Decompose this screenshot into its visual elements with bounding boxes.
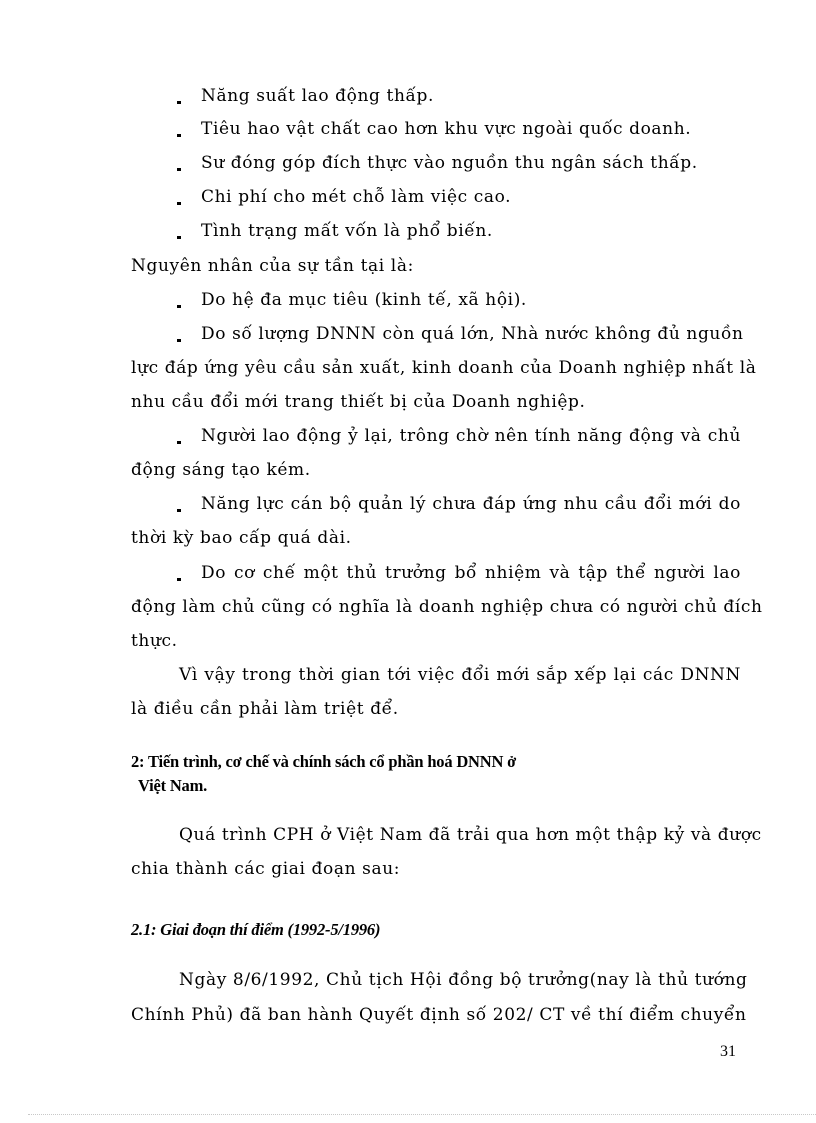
paragraph-line: Nguyên nhân của sự tần tại là: — [131, 256, 414, 276]
paragraph-line: Chính Phủ) đã ban hành Quyết định số 202/ CT về thí điểm chuyển — [131, 1005, 747, 1025]
section-heading-continuation: Việt Nam. — [138, 776, 208, 795]
bullet-item: Năng suất lao động thấp. — [179, 85, 741, 107]
bullet-item: Do số lượng DNNN còn quá lớn, Nhà nước không đủ nguồn — [179, 323, 741, 345]
paragraph-line: thực. — [131, 631, 178, 651]
paragraph-line: động làm chủ cũng có nghĩa là doanh nghiệp chưa có người chủ đích — [131, 597, 763, 617]
bullet-item: Tình trạng mất vốn là phổ biến. — [179, 220, 741, 242]
paragraph-line: chia thành các giai đoạn sau: — [131, 859, 401, 879]
paragraph-line: nhu cầu đổi mới trang thiết bị của Doanh nghiệp. — [131, 392, 586, 412]
bullet-item: Sư đóng góp đích thực vào nguồn thu ngân sách thấp. — [179, 152, 741, 174]
paragraph-line: Quá trình CPH ở Việt Nam đã trải qua hơn một thập kỷ và được — [179, 825, 762, 845]
paragraph-line: Vì vậy trong thời gian tới việc đổi mới sắp xếp lại các DNNN — [179, 665, 741, 685]
page-bottom-divider — [28, 1114, 816, 1115]
paragraph-line: là điều cần phải làm triệt để. — [131, 699, 399, 719]
paragraph-line: lực đáp ứng yêu cầu sản xuất, kinh doanh của Doanh nghiệp nhất là — [131, 358, 757, 378]
bullet-item: Do cơ chế một thủ trưởng bổ nhiệm và tập thể người lao — [179, 562, 741, 584]
subsection-heading: 2.1: Giai đoạn thí điểm (1992-5/1996) — [131, 920, 381, 939]
section-heading: 2: Tiến trình, cơ chế và chính sách cổ phần hoá DNNN ở — [131, 752, 517, 771]
paragraph-line: Ngày 8/6/1992, Chủ tịch Hội đồng bộ trưởng(nay là thủ tướng — [179, 970, 748, 990]
bullet-item: Năng lực cán bộ quản lý chưa đáp ứng nhu cầu đổi mới do — [179, 493, 741, 515]
bullet-item: Người lao động ỷ lại, trông chờ nên tính năng động và chủ — [179, 425, 741, 447]
bullet-item: Tiêu hao vật chất cao hơn khu vực ngoài quốc doanh. — [179, 118, 741, 140]
page-number: 31 — [720, 1043, 736, 1060]
bullet-item: Chi phí cho mét chỗ làm việc cao. — [179, 186, 741, 208]
paragraph-line: thời kỳ bao cấp quá dài. — [131, 528, 352, 548]
bullet-item: Do hệ đa mục tiêu (kinh tế, xã hội). — [179, 289, 741, 311]
paragraph-line: động sáng tạo kém. — [131, 460, 311, 480]
